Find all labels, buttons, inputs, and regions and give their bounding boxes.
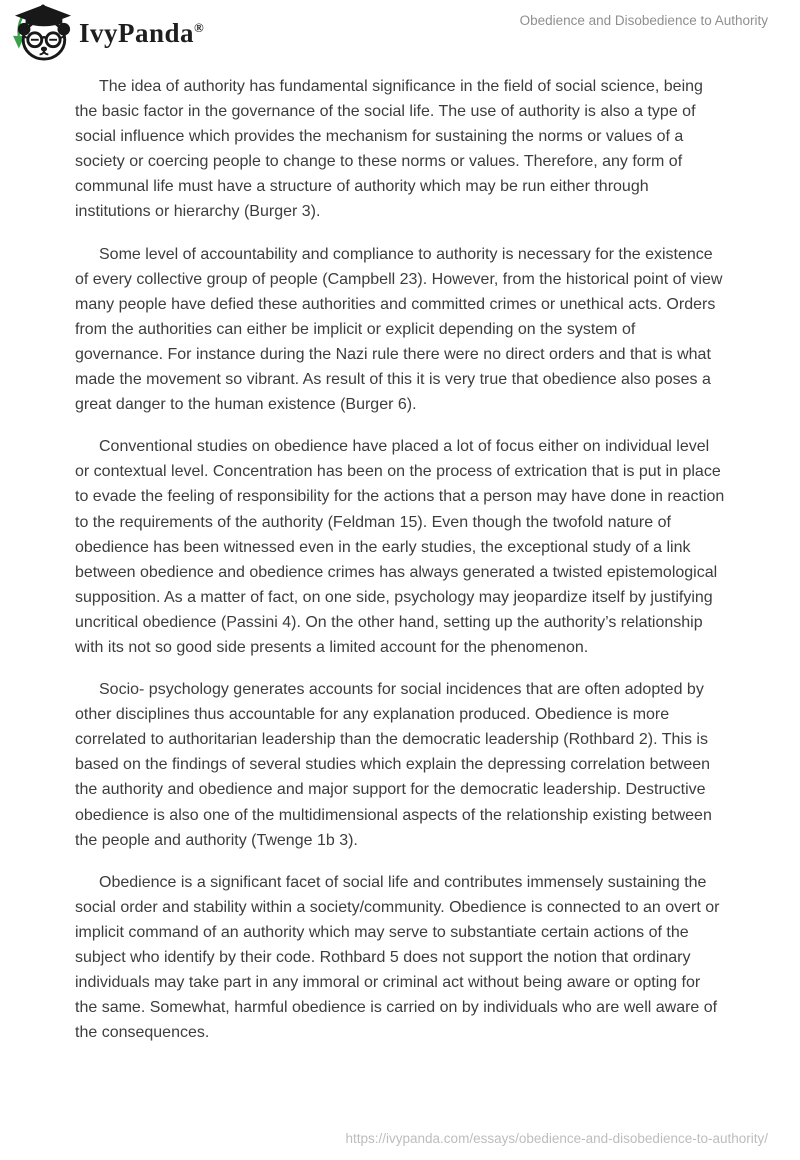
page-footer — [346, 1131, 769, 1146]
paragraph-3: Conventional studies on obedience have placed a lot of focus either on individual level or contextual level. Concentration has been on the process of extrication that is put in place to evade the feeling of responsibility for the actions that a person may have done in reaction to the requirements of the authority (Feldman 15). Even though the twofold nature of obedience has been witnessed even in the early studies, the exceptional study of a link between obedience and obedience crimes has always generated a twisted epistemological supposition. As a matter of fact, on one side, psychology may jeopardize itself by justifying uncritical obedience (Passini 4). On the other hand, setting up the authority’s relationship with its not so good side presents a limited account for the phenomenon. — [75, 438, 725, 656]
paragraph-5: Obedience is a significant facet of social life and contributes immensely sustaining the social order and stability within a society/community. Obedience is connected to an overt or implicit command of an authority which may serve to substantiate certain actions of the subject who identify by their code. Rothbard 5 does not support the notion that ordinary individuals may take part in any immoral or criminal act without being aware or opting for the same. Somewhat, harmful obedience is carried on by individuals who are well aware of the consequences. — [75, 873, 720, 1042]
paragraph-4: Socio- psychology generates accounts for social incidences that are often adopted by other disciplines thus accountable for any explanation produced. Obedience is more correlated to authoritarian leadership than the democratic leadership (Rothbard 2). This is based on the findings of several studies which explain the depressing correlation between the authority and obedience and major support for the democratic leadership. Destructive obedience is also one of the multidimensional aspects of the relationship existing between the people and authority (Twenge 1b 3). — [75, 681, 712, 849]
panda-graduation-logo-icon — [12, 4, 74, 62]
essay-body — [75, 74, 725, 1045]
paragraph-1: The idea of authority has fundamental significance in the field of social science, being the basic factor in the governance of the social life. The use of authority is also a type of social influence which provides the mechanism for sustaining the norms or values of a society or coercing people to change to these norms or values. Therefore, any form of communal life must have a structure of authority which may be run either through institutions or hierarchy (Burger 3). — [75, 78, 703, 221]
source-url-link[interactable]: https://ivypanda.com/essays/obedience-and-disobedience-to-authority/ — [345, 1131, 768, 1146]
brand-name-text: IvyPanda — [79, 18, 195, 48]
registered-trademark-symbol: ® — [194, 20, 205, 35]
brand-name — [79, 4, 204, 62]
document-title: Obedience and Disobedience to Authority — [519, 13, 768, 28]
paragraph-2: Some level of accountability and compliance to authority is necessary for the existence of every collective group of people (Campbell 23). However, from the historical point of view many people have defied these authorities and committed crimes or unethical acts. Orders from the authorities can either be implicit or explicit depending on the system of governance. For instance during the Nazi rule there were no direct orders and that is what made the movement so vibrant. As result of this it is very true that obedience also poses a great danger to the human existence (Burger 6). — [75, 245, 723, 414]
page-header — [0, 0, 800, 66]
ivypanda-brand[interactable] — [12, 4, 204, 62]
